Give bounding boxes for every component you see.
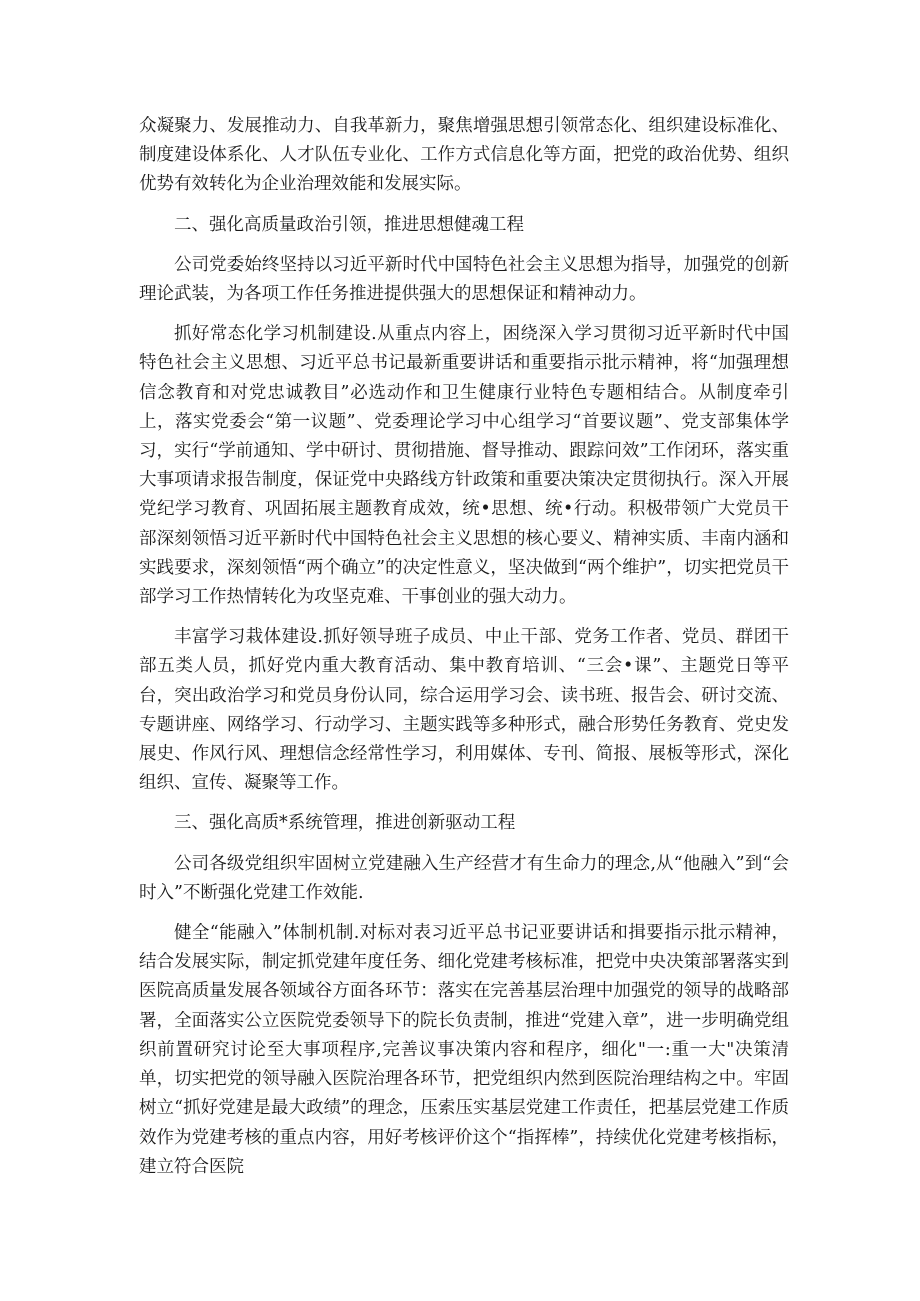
section-heading-3: 三、强化高质*系统管理，推进创新驱动工程 (174, 813, 516, 834)
paragraph: 丰富学习栽体建设.抓好领导班子成员、中止干部、党务工作者、党员、群团干部五类人员，抓好党内重大教育活动、集中教育培训、“三会•课”、主题党日等平台，突出政治学习和党员身份认同，综合运用学习会、读书班、报告会、研讨交流、专题讲座、网络学习、行动学习、主题实践等多种形式，融合形势任务教育、党史发展史、作风行风、理想信念经常性学习，利用媒体、专刊、简报、展板等形式，深化组织、宣传、凝聚等工作。 (139, 627, 789, 794)
paragraph: 公司党委始终坚持以习近平新时代中国特色社会主义思想为指导，加强党的创新理论武装，为各项工作任务推进提供强大的思想保证和精神动力。 (139, 254, 789, 305)
paragraph-continuation: 众凝聚力、发展推动力、自我革新力，聚焦增强思想引领常态化、组织建设标准化、制度建设体系化、人才队伍专业化、工作方式信息化等方面，把党的政治优势、组织优势有效转化为企业治理效能和发展实际。 (139, 116, 789, 195)
section-heading-2: 二、强化高质量政治引领，推进思想健魂工程 (174, 214, 524, 235)
paragraph: 抓好常态化学习机制建设.从重点内容上，困绕深入学习贯彻习近平新时代中国特色社会主义思想、习近平总书记最新重要讲话和重要指示批示精神，将“加强理想信念教育和对党忠诚教目”必选动作和卫生健康行业特色专题相结合。从制度牵引上，落实党委会“第一议题”、党委理论学习中心组学习“首要议题”、党支部集体学习，实行“学前通知、学中研讨、贯彻措施、督导推动、跟踪问效”工作闭环，落实重大事项请求报告制度，保证党中央路线方针政策和重要决策决定贯彻执行。深入开展党纪学习教育、巩固拓展主题教育成效，统•思想、统•行动。积极带领广大党员干部深刻领悟习近平新时代中国特色社会主义思想的核心要义、精神实质、丰南内涵和实践要求，深刻领悟“两个确立”的决定性意义，坚决做到“两个维护”，切实把党员干部学习工作热情转化为攻坚克难、干事创业的强大动力。 (139, 324, 789, 608)
paragraph: 健全“能融入”体制机制.对标对表习近平总书记亚要讲话和揖要指示批示精神，结合发展实际，制定抓党建年度任务、细化党建考核标准，把党中央决策部署落实到医院高质量发展各领域谷方面各环节：落实在完善基层治理中加强党的领导的战略部署，全面落实公立医院党委领导下的院长负责制，推进“党建入章”，进一步明确党组织前置研究讨论至大事项程序,完善议事决策内容和程序，细化"一:重一大"决策清单，切实把党的领导融入医院治理各环节，把党组织内然到医院治理结构之中。牢固树立“抓好党建是最大政绩”的理念，压索压实基层党建工作责任，把基层党建工作质效作为党建考核的重点内容，用好考核评价这个“指挥棒”，持续优化党建考核指标，建立符合医院 (139, 923, 789, 1177)
paragraph: 公司各级党组织牢固树立党建融入生产经营才有生命力的理念,从“他融入”到“会时入”不断强化党建工作效能. (139, 853, 789, 903)
document-body (139, 112, 789, 1193)
